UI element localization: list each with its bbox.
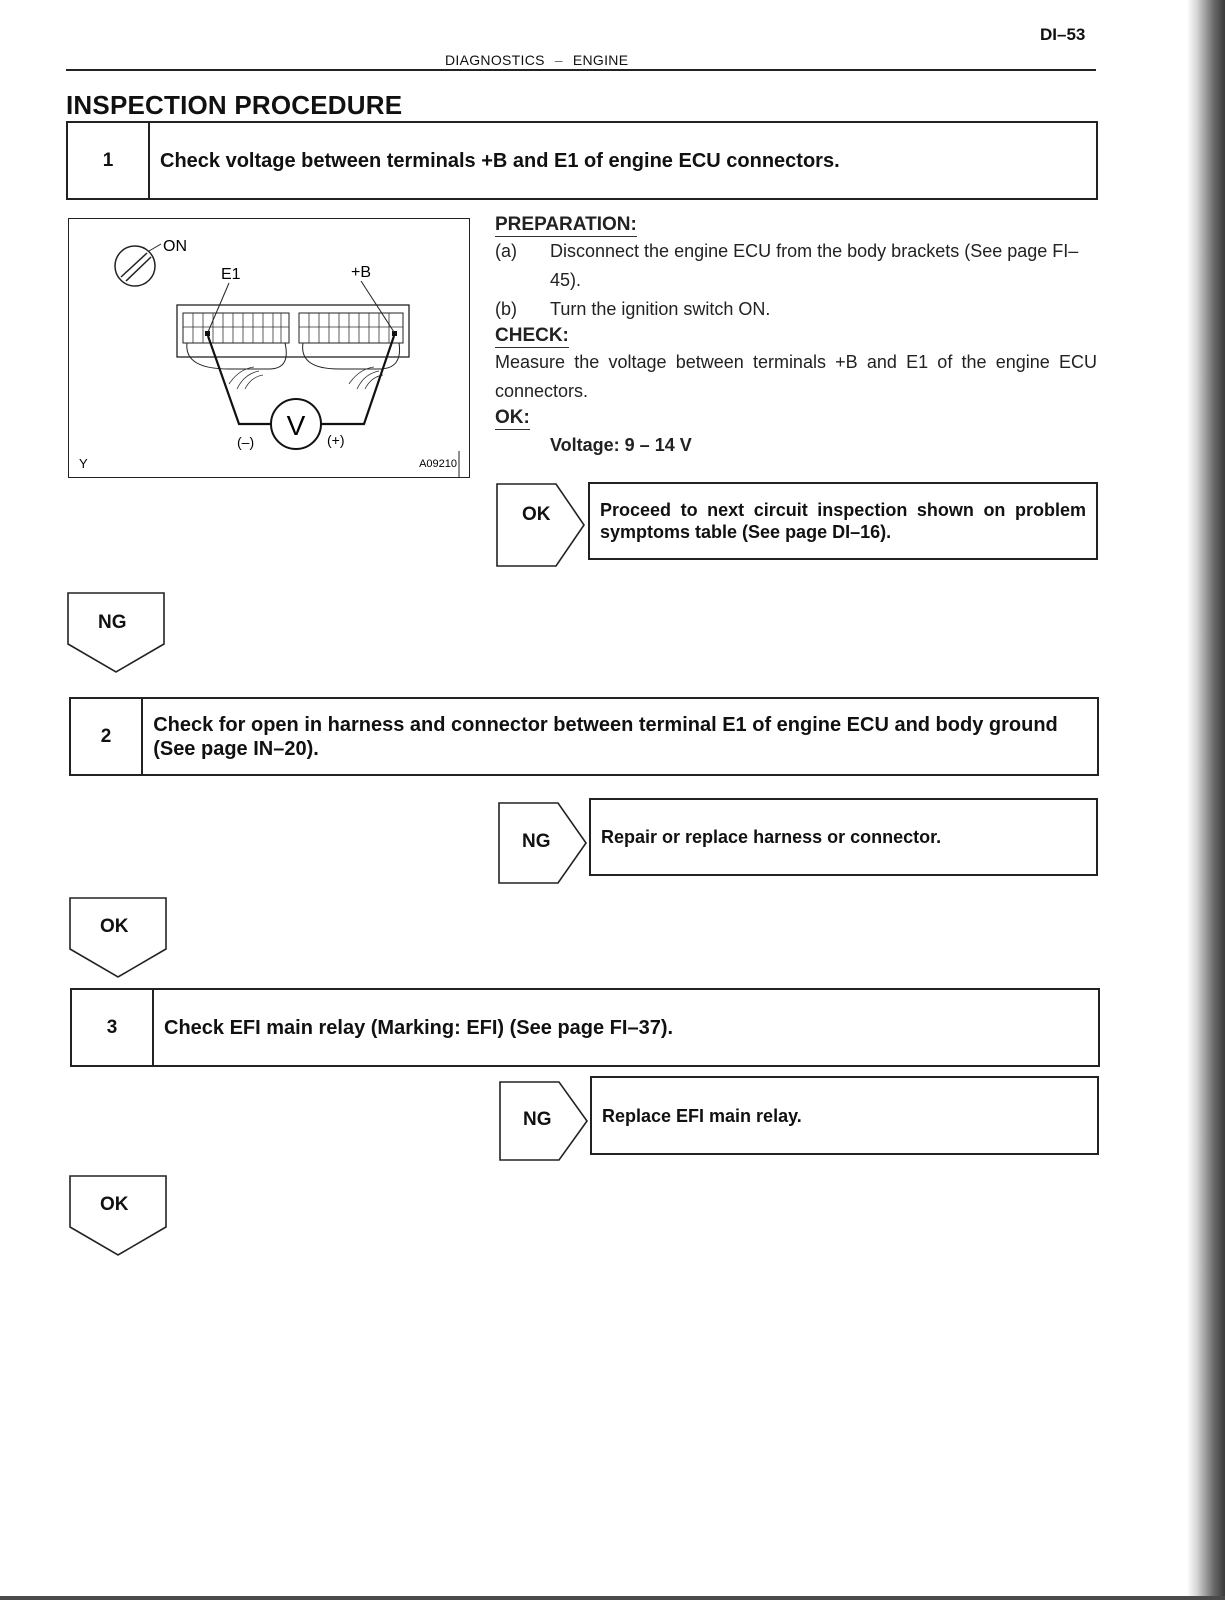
step-2-box — [69, 697, 1099, 776]
voltmeter-icon — [271, 399, 321, 449]
result-box-3 — [590, 1076, 1099, 1155]
step-text: Check voltage between terminals +B and E1 of engine ECU connectors. — [160, 149, 840, 172]
flow-flag-label: NG — [98, 612, 127, 633]
step-number: 1 — [68, 123, 150, 198]
result-text: Proceed to next circuit inspection shown on problem symptoms table (See page DI–16). — [600, 500, 1086, 542]
section-title: INSPECTION PROCEDURE — [66, 90, 403, 120]
result-flag-label: NG — [523, 1109, 552, 1130]
result-flag-label: NG — [522, 831, 551, 852]
page-number: DI–53 — [1040, 25, 1086, 44]
voltmeter-label: V — [286, 410, 306, 441]
result-text: Replace EFI main relay. — [602, 1105, 802, 1126]
terminal-e1-label: E1 — [221, 266, 241, 283]
result-text: Repair or replace harness or connector. — [601, 827, 942, 847]
prep-item-label: (b) — [495, 299, 517, 319]
flow-flag-label: OK — [100, 916, 129, 937]
negative-lead-label: (–) — [237, 434, 255, 450]
ok-flag-shape — [69, 897, 169, 979]
connector-diagram-svg — [69, 219, 469, 477]
header-right: ENGINE — [572, 52, 629, 68]
positive-lead-label: (+) — [327, 432, 345, 448]
result-box-1 — [588, 482, 1098, 560]
terminal-b-label: +B — [351, 264, 372, 281]
ok-heading: OK: — [495, 407, 530, 428]
figure-corner-label: Y — [79, 456, 88, 471]
prep-item — [495, 295, 1097, 324]
connector-diagram — [68, 218, 470, 478]
prep-item-label: (a) — [495, 241, 517, 261]
header-separator: – — [554, 52, 563, 68]
step-1-box — [66, 121, 1098, 200]
flow-flag-label: OK — [100, 1194, 129, 1215]
step-3-box — [70, 988, 1100, 1067]
procedure-text — [495, 213, 1097, 460]
running-header — [445, 52, 628, 68]
check-heading: CHECK: — [495, 325, 569, 346]
prep-item — [495, 237, 1097, 295]
ok-spec: Voltage: 9 – 14 V — [550, 435, 692, 455]
page-bottom-edge — [0, 1596, 1225, 1600]
prep-item-text: Disconnect the engine ECU from the body brackets (See page FI–45). — [550, 241, 1079, 290]
figure-code: A09210 — [419, 458, 457, 470]
ignition-switch-icon — [115, 246, 155, 286]
step-text: Check EFI main relay (Marking: EFI) (See page FI–37). — [164, 1016, 674, 1039]
ok-flag-shape — [69, 1175, 169, 1257]
switch-on-label: ON — [163, 238, 187, 255]
result-flag-label: OK — [522, 504, 551, 525]
step-text: Check for open in harness and connector between terminal E1 of engine ECU and body ground (See page IN–20). — [153, 713, 1058, 760]
preparation-heading: PREPARATION: — [495, 214, 637, 235]
step-number: 3 — [72, 990, 154, 1065]
header-left: DIAGNOSTICS — [445, 52, 545, 68]
prep-item-text: Turn the ignition switch ON. — [550, 299, 771, 319]
result-box-2 — [589, 798, 1098, 876]
page-binding-edge — [1187, 0, 1225, 1600]
header-rule — [66, 69, 1096, 71]
check-text: Measure the voltage between terminals +B and E1 of the engine ECU connectors. — [495, 352, 1097, 401]
step-number: 2 — [71, 699, 143, 774]
